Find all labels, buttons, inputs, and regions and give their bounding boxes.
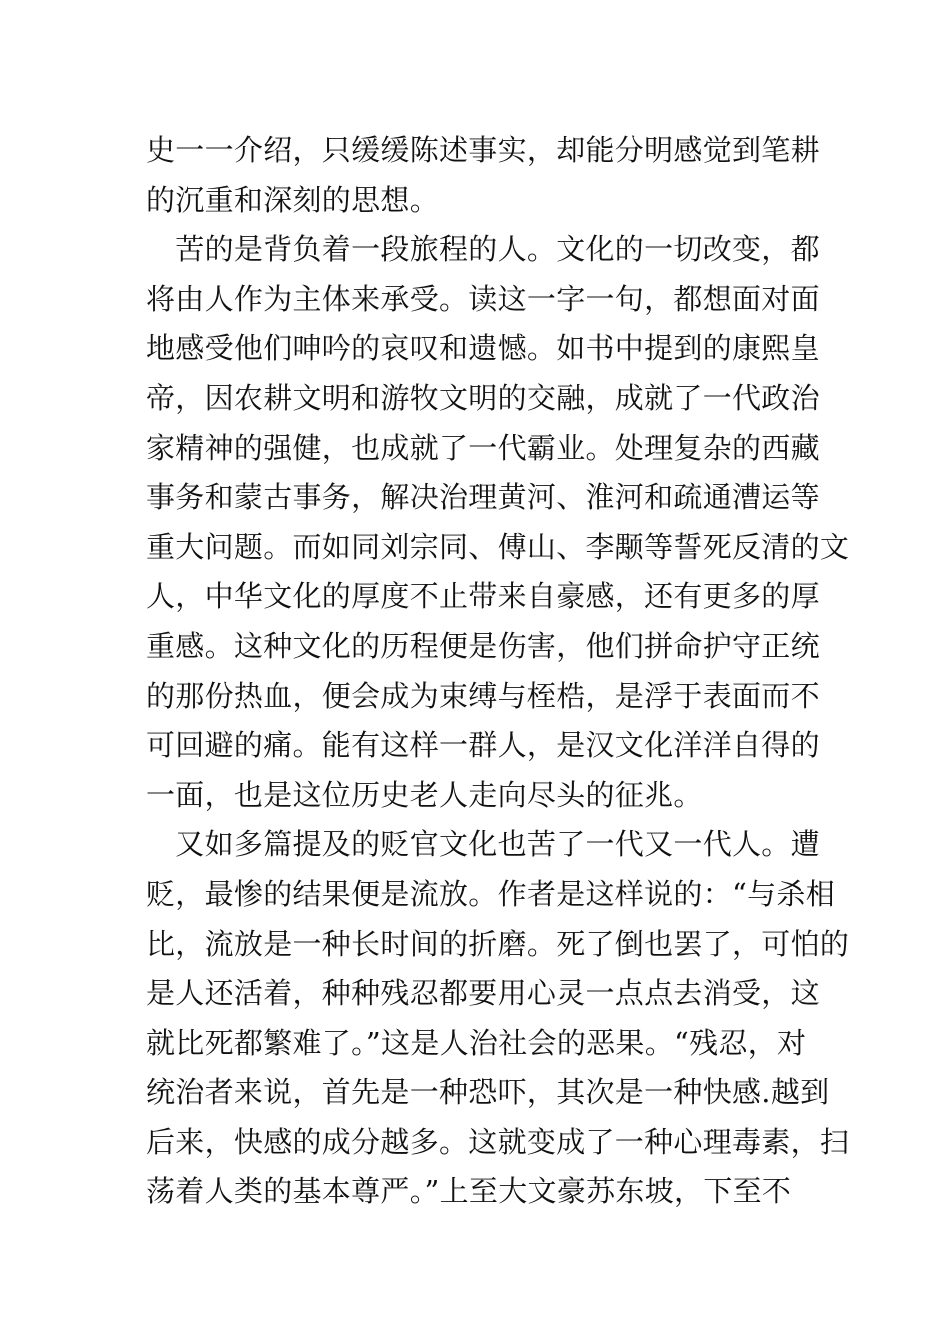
- text-line: 帝，因农耕文明和游牧文明的交融，成就了一代政治: [146, 380, 820, 415]
- text-line: 一面，也是这位历史老人走向尽头的征兆。: [146, 777, 703, 812]
- text-line: 地感受他们呻吟的哀叹和遗憾。如书中提到的康熙皇: [146, 331, 820, 366]
- text-line: 苦的是背负着一段旅程的人。文化的一切改变，都: [146, 232, 820, 267]
- text-line: 可回避的痛。能有这样一群人，是汉文化洋洋自得的: [146, 728, 820, 763]
- body-text: [146, 126, 850, 1217]
- text-line: 后来，快感的成分越多。这就变成了一种心理毒素，扫: [146, 1124, 850, 1159]
- text-line: 就比死都繁难了。”这是人治社会的恶果。“残忍，对: [146, 1025, 807, 1060]
- text-line: 的沉重和深刻的思想。: [146, 182, 440, 217]
- text-line: 家精神的强健，也成就了一代霸业。处理复杂的西藏: [146, 430, 820, 465]
- text-line: 是人还活着，种种残忍都要用心灵一点点去消受，这: [146, 976, 820, 1011]
- text-line: 比，流放是一种长时间的折磨。死了倒也罢了，可怕的: [146, 926, 850, 961]
- text-line: 又如多篇提及的贬官文化也苦了一代又一代人。遭: [146, 827, 820, 862]
- text-line: 将由人作为主体来承受。读这一字一句，都想面对面: [146, 281, 820, 316]
- text-line: 贬，最惨的结果便是流放。作者是这样说的：“与杀相: [146, 876, 836, 911]
- text-line: 史一一介绍，只缓缓陈述事实，却能分明感觉到笔耕: [146, 133, 820, 167]
- text-line: 统治者来说，首先是一种恐吓，其次是一种快感.越到: [146, 1075, 830, 1110]
- text-line: 的那份热血，便会成为束缚与桎梏，是浮于表面而不: [146, 678, 820, 713]
- text-line: 重感。这种文化的历程便是伤害，他们拼命护守正统: [146, 628, 820, 663]
- text-line: 事务和蒙古事务，解决治理黄河、淮河和疏通漕运等: [146, 480, 820, 515]
- text-line: 荡着人类的基本尊严。”上至大文豪苏东坡，下至不: [146, 1174, 792, 1209]
- text-line: 人，中华文化的厚度不止带来自豪感，还有更多的厚: [146, 579, 820, 614]
- text-line: 重大问题。而如同刘宗同、傅山、李颙等誓死反清的文: [146, 529, 850, 564]
